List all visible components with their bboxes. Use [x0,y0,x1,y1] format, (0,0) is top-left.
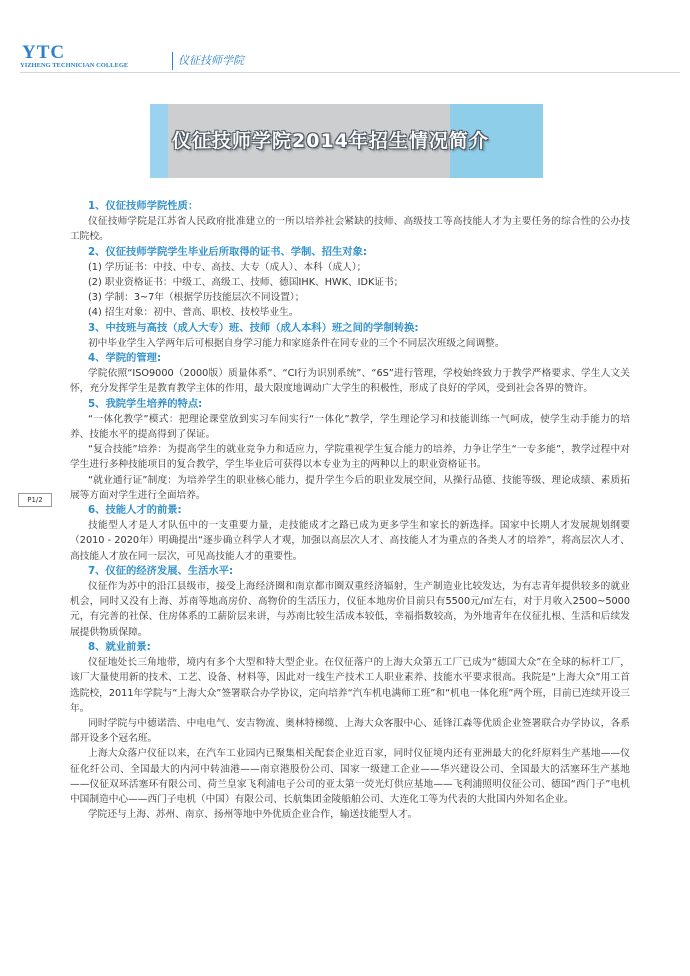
section-8-paragraph-4: 学院还与上海、苏州、南京、扬州等地中外优质企业合作，输送技能型人才。 [88,809,418,821]
section-5-paragraph-2: “复合技能”培养：为提高学生的就业竞争力和适应力，学院重视学生复合能力的培养，力争让学生“一专多能”，教学过程中对学生进行多种技能项目的复合教学，学生毕业后可获得以本专业为主的两种以上的职业资格证书。 [70,444,630,471]
title-banner [150,104,543,178]
header-rule [20,72,680,73]
article-body [70,199,630,822]
section-6-heading: 6、技能人才的前景: [88,504,182,517]
section-4-heading: 4、学院的管理: [88,352,162,365]
section-8-paragraph-2: 同时学院与中德诺浩、中电电气、安吉物流、奥林特梯缆、上海大众客服中心、延锋江森等优质企业签署联合办学协议，各系部开设多个冠名班。 [70,717,630,745]
section-1-paragraph: 仪征技师学院是江苏省人民政府批准建立的一所以培养社会紧缺的技师、高级技工等高技能人才为主要任务的综合性的公办技工院校。 [70,216,630,243]
college-logo [20,42,260,70]
logo-english-name: YIZHENG TECHNICIAN COLLEGE [20,62,129,69]
logo-chinese-name: 仪征技师学院 [178,54,244,67]
section-2-item: (4) 招生对象：初中、普高、职校、技校毕业生。 [88,307,299,319]
section-3-paragraph: 初中毕业学生入学两年后可根据自身学习能力和家庭条件在同专业的三个不同层次班级之间调整。 [88,337,505,349]
section-2-heading: 2、仪征技师学院学生毕业后所取得的证书、学制、招生对象: [88,245,367,258]
section-3-heading: 3、中技班与高技（成人大专）班、技师（成人本科）班之间的学制转换: [88,321,419,334]
logo-divider [172,52,173,70]
logo-ytc: YTC [22,42,66,63]
section-8-heading: 8、就业前景: [88,640,151,653]
section-8-paragraph-3: 上海大众落户仪征以来，在汽车工业园内已聚集相关配套企业近百家，同时仪征境内还有亚洲最大的化纤原料生产基地——仪征化纤公司、全国最大的内河中转油港——南京港股份公司、国家一级建工企业——华兴建设公司、全国最大的活塞环生产基地——仪征双环活塞环有限公司、荷兰皇家飞利浦电子公司的亚太第一荧光灯供应基地——飞利浦照明仪征公司、德国“西门子”电机中国制造中心——西门子电机（中国）有限公司、长航集团金陵船舶公司、大连化工等为代表的大批国内外知名企业。 [70,748,630,805]
section-2-item: (3) 学制：3~7年（根据学历技能层次不同设置）； [88,292,305,304]
section-1-heading: 1、仪征技师学院性质： [88,200,199,212]
section-8-paragraph-1: 仪征地处长三角地带，境内有多个大型和特大型企业。在仪征落户的上海大众第五工厂已成为“德国大众”在全球的标杆工厂，该厂大量使用新的技术、工艺、设备、材料等，因此对一线生产技术工人职业素养、技能水平要求很高。我院是“上海大众”用工首选院校，2011年学院与“上海大众”签署联合办学协议，定向培养“汽车机电满师工班”和“机电一体化班”两个班，目前已连续开设三年。 [70,657,630,714]
section-6-paragraph: 技能型人才是人才队伍中的一支重要力量，走技能成才之路已成为更多学生和家长的新选择。国家中长期人才发展规划纲要（2010 - 2020年）明确提出“逐步确立科学人才观，加强以高层次人才、高技能人才为重点的各类人才的培养”，将高层次人才、高技能人才放在同一层次，可见高技能人才的重要性。 [70,520,630,562]
section-7-heading: 7、仪征的经济发展、生活水平: [88,564,234,577]
section-5-paragraph-3: “就业通行证”制度：为培养学生的职业核心能力，提升学生今后的职业发展空间，从操行品德、技能等级、理论成绩、素质拓展等方面对学生进行全面培养。 [70,474,630,501]
page-number-tag: P1/2 [18,493,52,507]
section-2-item: (1) 学历证书：中技、中专、高技、大专（成人）、本科（成人）； [88,261,367,273]
page-title: 仪征技师学院2014年招生情况简介 [172,130,489,152]
section-7-paragraph: 仪征作为苏中的沿江县级市，接受上海经济圈和南京都市圈双重经济辐射，生产制造业比较发达，为有志青年提供较多的就业机会，同时又没有上海、苏南等地高房价、高物价的生活压力，仪征本地房价目前只有5500元/㎡左右，对于月收入2500~5000元，有完善的社保、住房体系的工薪阶层来讲，与苏南比较生活成本较低，幸福指数较高，为外地青年在仪征扎根、生活和后续发展提供物质保障。 [70,581,630,638]
section-2-item: (2) 职业资格证书：中级工、高级工、技师、德国IHK、HWK、IDK证书； [88,277,404,289]
section-5-heading: 5、我院学生培养的特点: [88,397,203,410]
section-4-paragraph: 学院依照“ISO9000（2000版）质量体系”、“CI行为识别系统”、“6S”进行管理，学校始终致力于教学严格要求、学生人文关怀，充分发挥学生是教育教学主体的作用，最大限度地调动广大学生的积极性，形成了良好的学风，受到社会各界的赞许。 [70,368,630,395]
section-5-paragraph-1: “一体化教学”模式：把理论课堂放到实习车间实行“一体化”教学，学生理论学习和技能训练一气呵成，使学生动手能力的培养、技能水平的提高得到了保证。 [70,413,630,441]
